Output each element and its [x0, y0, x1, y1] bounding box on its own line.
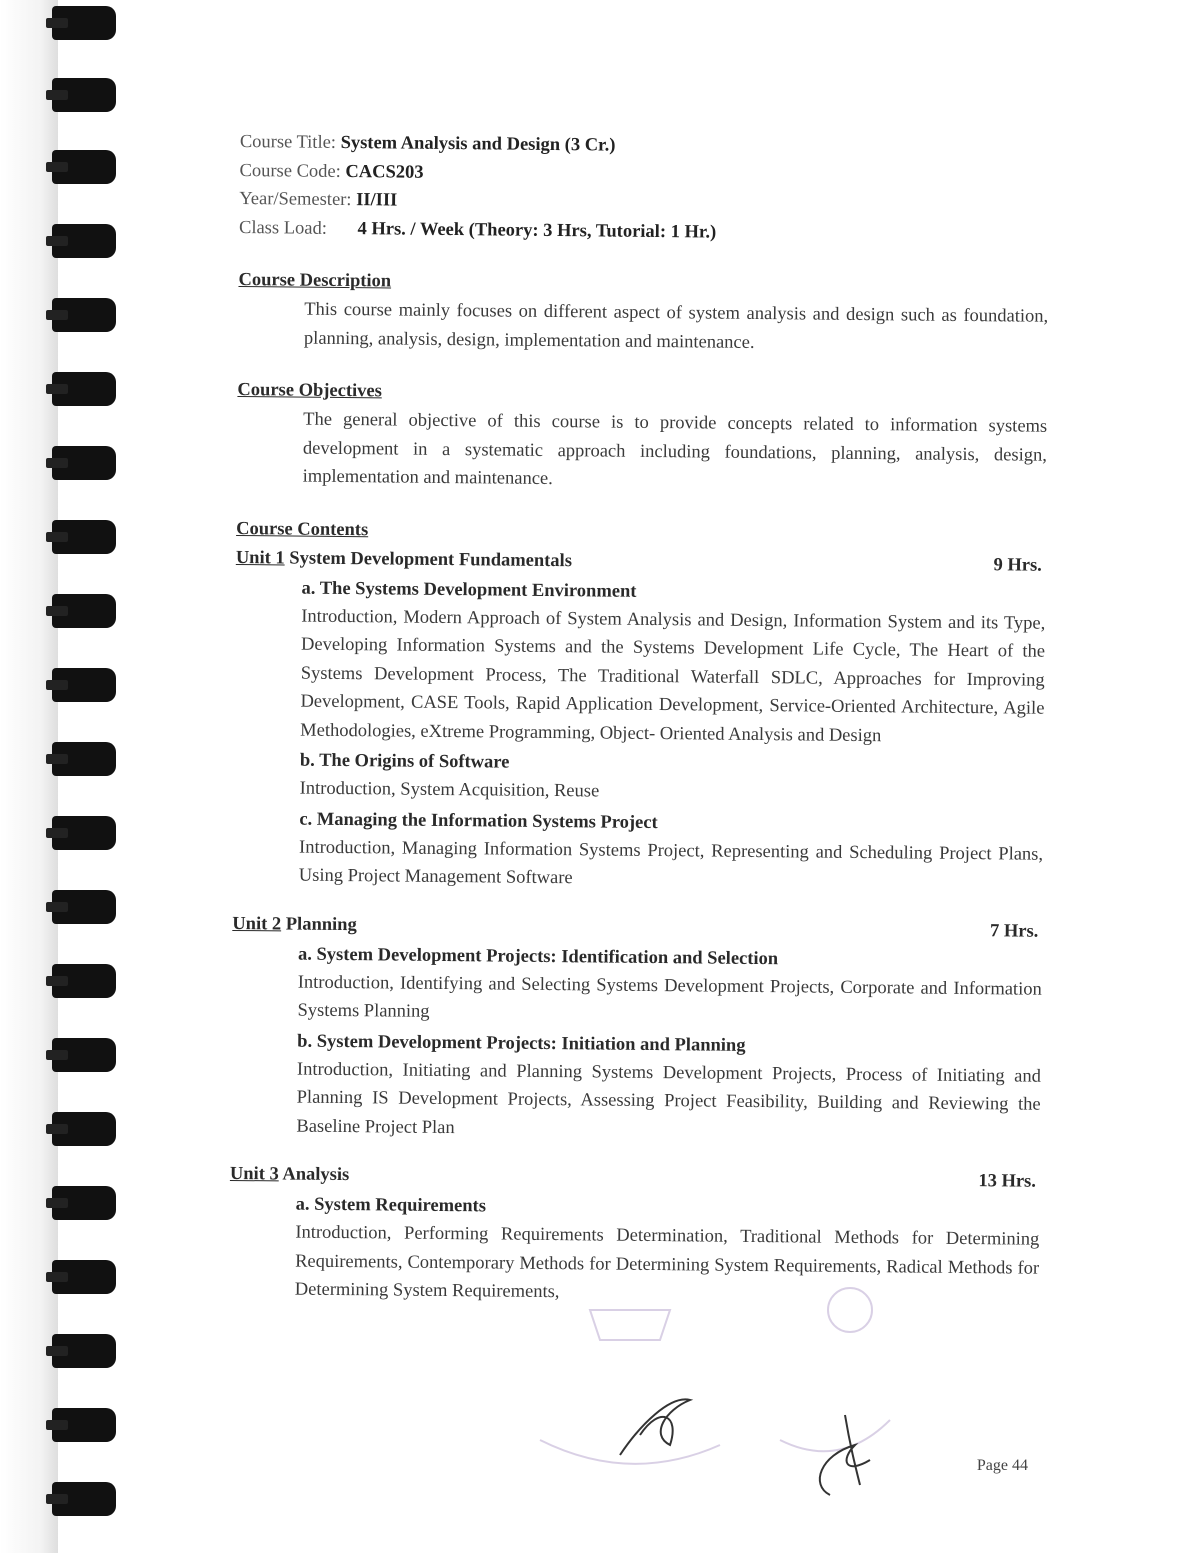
binding-ring: [52, 1482, 116, 1516]
unit-1-id: Unit 1: [235, 547, 285, 568]
course-objectives-heading: Course Objectives: [237, 379, 382, 402]
binding-ring: [52, 446, 116, 480]
binding-ring: [52, 150, 116, 184]
year-semester-value: II/III: [356, 190, 398, 211]
binding-ring: [52, 6, 116, 40]
page-number: Page 44: [976, 1457, 1028, 1474]
binding-ring: [52, 1334, 116, 1368]
unit-3-title: Analysis: [282, 1164, 350, 1186]
unit-1-title: System Development Fundamentals: [289, 547, 573, 571]
binding-ring: [52, 964, 116, 998]
unit-2-id: Unit 2: [232, 913, 282, 934]
unit-3-section-a-title: a. System Requirements: [295, 1194, 487, 1217]
unit-2-section-a-text: Introduction, Identifying and Selecting Systems Development Projects, Corporate and Information Systems Planning: [297, 972, 1042, 1022]
course-objectives-text: The general objective of this course is to provide concepts related to information systems development in a systematic approach including foundations, planning, analysis, design, implementation and maintenance.: [302, 409, 1048, 490]
unit-3-section-a-text: Introduction, Performing Requirements Determination, Traditional Methods for Determining Requirements, Contemporary Methods for Determining System Requirements, Radical Methods for Determining System Requirements,: [294, 1222, 1040, 1303]
binding-ring: [52, 224, 116, 258]
spiral-binding: [0, 0, 120, 1553]
binding-ring: [52, 1186, 116, 1220]
unit-2-hours: 7 Hrs.: [989, 920, 1039, 942]
course-description-heading: Course Description: [238, 269, 392, 292]
syllabus-page: [229, 128, 1050, 1311]
course-title-value: System Analysis and Design (3 Cr.): [340, 132, 616, 156]
binding-ring: [52, 78, 116, 112]
binding-ring: [52, 890, 116, 924]
unit-1-hours: 9 Hrs.: [993, 554, 1042, 576]
course-code-label: Course Code:: [239, 160, 341, 182]
unit-1-section-c-text: Introduction, Managing Information Systems Project, Representing and Scheduling Project Plans, Using Project Management Software: [298, 837, 1044, 889]
binding-ring: [52, 1112, 116, 1146]
unit-3-hours: 13 Hrs.: [978, 1171, 1037, 1192]
unit-2-title: Planning: [285, 913, 357, 935]
binding-ring: [52, 372, 116, 406]
unit-3-id: Unit 3: [229, 1163, 279, 1185]
course-meta: [239, 128, 1050, 250]
class-load-value: 4 Hrs. / Week (Theory: 3 Hrs, Tutorial: 1 Hr.): [357, 218, 717, 243]
unit-2-section-a-title: a. System Development Projects: Identification and Selection: [297, 944, 779, 969]
course-contents-heading: Course Contents: [236, 518, 369, 540]
class-load-label: Class Load:: [238, 217, 328, 239]
unit-1-section-b-title: b. The Origins of Software: [299, 750, 510, 773]
binding-ring: [52, 742, 116, 776]
unit-1-section-c-title: c. Managing the Information Systems Project: [299, 809, 658, 833]
binding-ring: [52, 668, 116, 702]
binding-ring: [52, 594, 116, 628]
signature: [610, 1385, 700, 1465]
binding-ring: [52, 298, 116, 332]
course-title-label: Course Title:: [239, 131, 337, 153]
course-code-value: CACS203: [345, 161, 424, 183]
unit-1-section-a-title: a. The Systems Development Environment: [301, 578, 637, 602]
year-semester-label: Year/Semester:: [239, 188, 352, 211]
unit-1-section-b-text: Introduction, System Acquisition, Reuse: [299, 778, 600, 802]
binding-ring: [52, 1408, 116, 1442]
unit-2-section-b-title: b. System Development Projects: Initiation and Planning: [297, 1031, 746, 1056]
binding-ring: [52, 520, 116, 554]
course-description-text: This course mainly focuses on different aspect of system analysis and design such as foundation, planning, analysis, design, implementation and maintenance.: [303, 299, 1049, 353]
binding-shadow: [0, 0, 58, 1553]
unit-1-section-a-text: Introduction, Modern Approach of System Analysis and Design, Information System and its Type, Developing Information Systems and the Systems Development Life Cycle, The Heart of the Systems Development Process, The Traditional Waterfall SDLC, Approaches for Improving Development, CASE Tools, Rapid Application Development, Service-Oriented Architecture, Agile Methodologies, eXtreme Programming, Object- Oriented Analysis and Design: [300, 606, 1046, 746]
binding-ring: [52, 1260, 116, 1294]
binding-ring: [52, 1038, 116, 1072]
signature: [800, 1405, 890, 1505]
unit-2-section-b-text: Introduction, Initiating and Planning Systems Development Projects, Process of Initiating and Planning IS Development Projects, Assessing Project Feasibility, Building and Reviewing the Baseline Project Plan: [296, 1059, 1042, 1138]
binding-ring: [52, 816, 116, 850]
